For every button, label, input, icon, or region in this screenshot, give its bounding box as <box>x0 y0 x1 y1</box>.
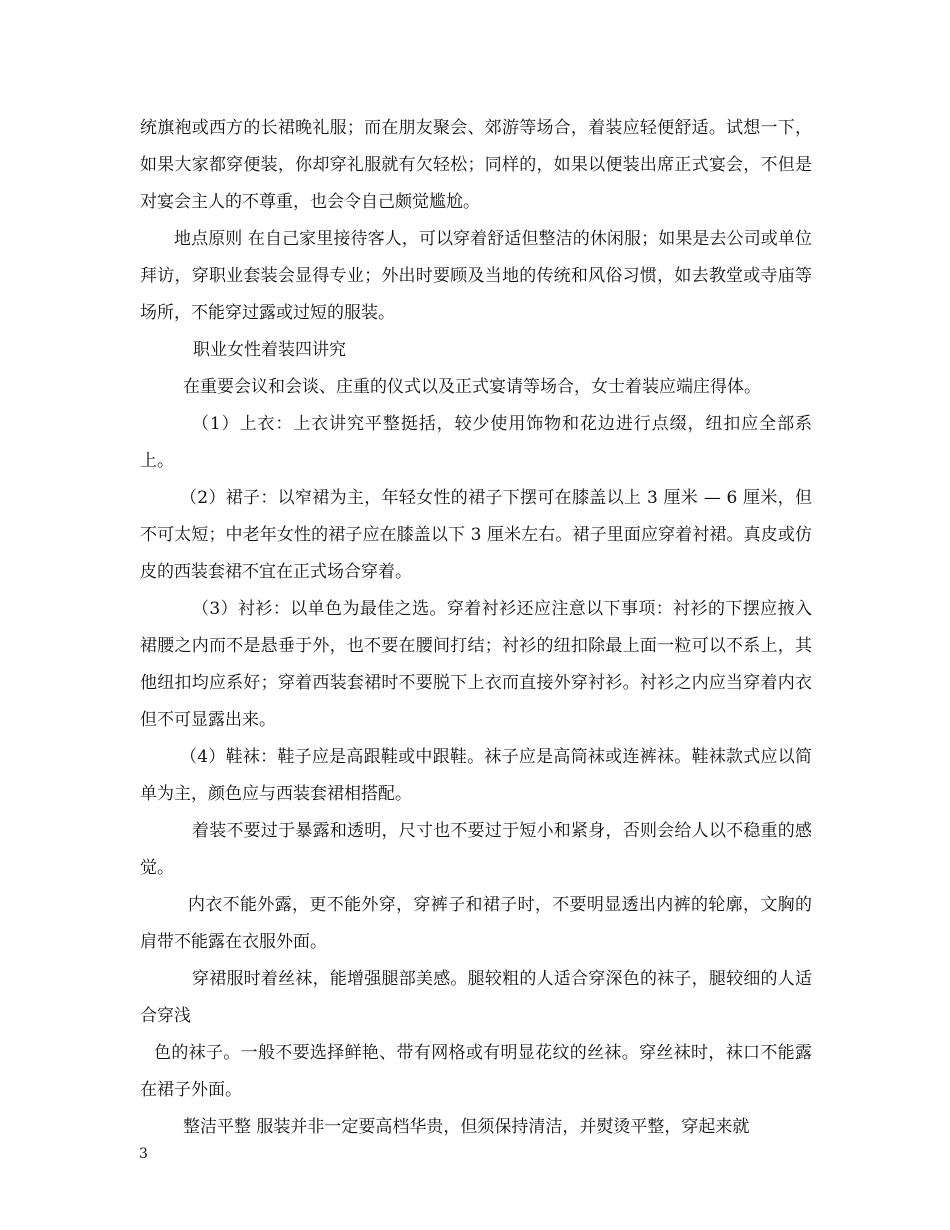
paragraph-item-shoes-socks: （4）鞋袜：鞋子应是高跟鞋或中跟鞋。袜子应是高筒袜或连裤袜。鞋袜款式应以简单为主，颜色应与西装套裙相搭配。 <box>140 747 812 804</box>
section-heading: 职业女性着装四讲究 <box>193 340 346 360</box>
paragraph-neat-and-tidy: 整洁平整 服装并非一定要高档华贵，但须保持清洁，并熨烫平整，穿起来就 <box>183 1117 750 1137</box>
paragraph-formal-occasions: 在重要会议和会谈、庄重的仪式以及正式宴请等场合，女士着装应端庄得体。 <box>183 377 761 397</box>
document-body <box>140 110 812 1146</box>
paragraph-stockings-continued: 色的袜子。一般不要选择鲜艳、带有网格或有明显花纹的丝袜。穿丝袜时，袜口不能露在裙子外面。 <box>140 1043 812 1100</box>
paragraph-item-jacket: （1）上衣：上衣讲究平整挺括，较少使用饰物和花边进行点缀，纽扣应全部系上。 <box>140 414 812 471</box>
paragraph-location-principle: 地点原则 在自己家里接待客人，可以穿着舒适但整洁的休闲服；如果是去公司或单位拜访，穿职业套装会显得专业；外出时要顾及当地的传统和风俗习惯，如去教堂或寺庙等场所，不能穿过露或过短的服装。 <box>140 229 812 323</box>
paragraph-underwear: 内衣不能外露，更不能外穿，穿裤子和裙子时，不要明显透出内裤的轮廓，文胸的肩带不能露在衣服外面。 <box>140 895 812 952</box>
paragraph-occasion-continued: 统旗袍或西方的长裙晚礼服；而在朋友聚会、郊游等场合，着装应轻便舒适。试想一下，如果大家都穿便装，你却穿礼服就有欠轻松；同样的，如果以便装出席正式宴会，不但是对宴会主人的不尊重，也会令自己颇觉尴尬。 <box>140 118 812 212</box>
paragraph-item-shirt: （3）衬衫：以单色为最佳之选。穿着衬衫还应注意以下事项：衬衫的下摆应掖入裙腰之内而不是悬垂于外，也不要在腰间打结；衬衫的纽扣除最上面一粒可以不系上，其他纽扣均应系好；穿着西装套裙时不要脱下上衣而直接外穿衬衫。衬衫之内应当穿着内衣但不可显露出来。 <box>140 599 812 730</box>
paragraph-no-exposure: 着装不要过于暴露和透明，尺寸也不要过于短小和紧身，否则会给人以不稳重的感觉。 <box>140 821 812 878</box>
page-number: 3 <box>139 1146 148 1162</box>
paragraph-item-skirt: （2）裙子：以窄裙为主，年轻女性的裙子下摆可在膝盖以上 3 厘米 — 6 厘米，但不可太短；中老年女性的裙子应在膝盖以下 3 厘米左右。裙子里面应穿着衬裙。真皮或仿皮的西装套裙不宜在正式场合穿着。 <box>140 488 812 582</box>
paragraph-stockings: 穿裙服时着丝袜，能增强腿部美感。腿较粗的人适合穿深色的袜子，腿较细的人适合穿浅 <box>140 969 812 1026</box>
